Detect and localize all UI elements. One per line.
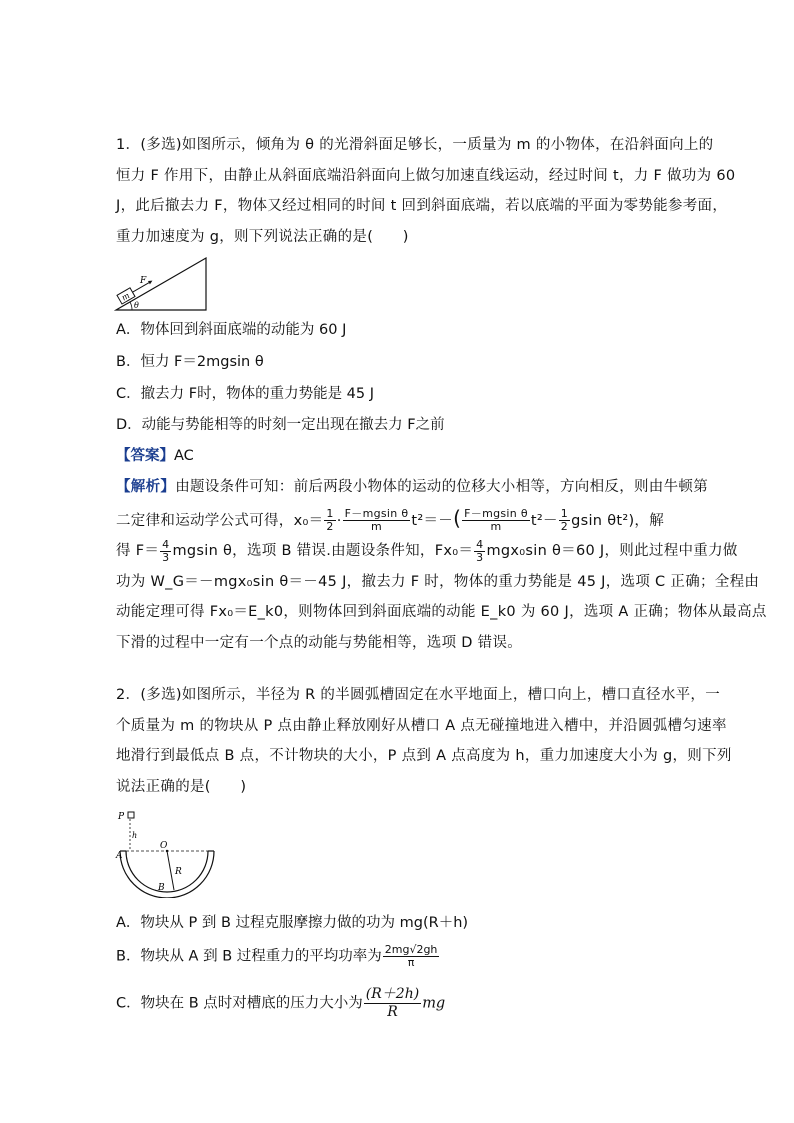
question-1-stem bbox=[116, 130, 736, 252]
fraction-normal-force: $\frac{(R+2h)}{R}$ bbox=[365, 986, 420, 1020]
q1-fig-angle: θ bbox=[134, 301, 139, 310]
q1-fig-force: F bbox=[140, 276, 147, 286]
q1-option-c: C．撤去力 F时，物体的重力势能是 45 J bbox=[116, 386, 375, 402]
q2-line-4: 说法正确的是( ) bbox=[116, 778, 247, 795]
answer-value: AC bbox=[174, 448, 194, 464]
analysis-line-6: 下滑的过程中一定有一个点的动能与势能相等，选项 D 错误。 bbox=[116, 634, 523, 651]
q2-fig-a: A bbox=[116, 851, 123, 861]
q1-line-2: 恒力 F 作用下，由静止从斜面底端沿斜面向上做匀加速直线运动，经过时间 t，力 F 做功为 60 bbox=[116, 167, 736, 184]
fraction-accel-1: $\frac{\text{F－mgsin θ}}{m}$ bbox=[344, 507, 409, 533]
q1-line-3: J，此后撤去力 F，物体又经过相同的时间 t 回到斜面底端，若以底端的平面为零势能参考面， bbox=[116, 198, 728, 214]
q2-option-c: C．物块在 B 点时对槽底的压力大小为 $\frac{(R+2h)}{R}$ mg bbox=[116, 986, 446, 1020]
question-2-stem bbox=[116, 680, 732, 802]
q1-analysis bbox=[116, 472, 767, 658]
q2-option-b: B．物块从 A 到 B 过程重力的平均功率为 $\frac{2mg√2gh}{\pi}$ bbox=[116, 943, 438, 969]
analysis-line-3: 得 F＝ $\frac{4}{3}$ mgsin θ，选项 B 错误.由题设条件知，Fx₀＝ $\frac{4}{3}$ mgx₀sin θ＝60 J，则此过程中重力做 bbox=[116, 537, 738, 564]
answer-tag: 【答案】 bbox=[116, 448, 174, 464]
q1-line-4: 重力加速度为 g，则下列说法正确的是( ) bbox=[116, 228, 409, 245]
analysis-line-1: 由题设条件可知：前后两段小物体的运动的位移大小相等，方向相反，则由牛顿第 bbox=[175, 479, 708, 495]
q1-incline-figure bbox=[114, 256, 210, 314]
q2-line-2: 个质量为 m 的物块从 P 点由静止释放刚好从槽口 A 点无碰撞地进入槽中，并沿圆弧槽匀速率 bbox=[116, 717, 727, 734]
q1-option-a: A．物体回到斜面底端的动能为 60 J bbox=[116, 322, 347, 338]
q2-fig-p: P bbox=[118, 812, 125, 822]
q1-answer bbox=[116, 444, 194, 468]
analysis-line-4: 功为 W_G＝－mgx₀sin θ＝－45 J，撤去力 F 时，物体的重力势能是 45 J，选项 C 正确；全程由 bbox=[116, 573, 760, 590]
fraction-four-thirds-2: $\frac{4}{3}$ bbox=[476, 537, 484, 564]
q2-fig-o: O bbox=[160, 841, 168, 851]
analysis-line-5: 动能定理可得 Fx₀＝E_k0，则物体回到斜面底端的动能 E_k0 为 60 J，选项 A 正确；物体从最高点 bbox=[116, 604, 767, 620]
q1-option-b: B．恒力 F＝2mgsin θ bbox=[116, 354, 264, 370]
analysis-tag: 【解析】 bbox=[116, 479, 176, 495]
q2-fig-h: h bbox=[132, 831, 138, 840]
q2-line-1: 2．(多选)如图所示，半径为 R 的半圆弧槽固定在水平地面上，槽口向上，槽口直径水平，一 bbox=[116, 687, 721, 703]
fraction-avg-power: $\frac{2mg√2gh}{\pi}$ bbox=[384, 943, 438, 969]
q2-fig-b: B bbox=[158, 883, 165, 893]
q2-line-3: 地滑行到最低点 B 点，不计物块的大小，P 点到 A 点高度为 h，重力加速度大小为 g，则下列 bbox=[116, 748, 732, 764]
fraction-half: $\frac{1}{2}$ bbox=[326, 507, 334, 533]
q2-semicircle-figure bbox=[112, 808, 220, 898]
q1-option-d: D．动能与势能相等的时刻一定出现在撤去力 F之前 bbox=[116, 417, 445, 433]
analysis-line-2: 二定律和运动学公式可得，x₀＝ $\frac{1}{2}$ · $\frac{\text{F－mgsin θ}}{m}$ t²＝－( $\frac{\text{F－mgsin θ}}{m}$ t²－ $\frac{1}{2}$ gsin θt²)，解 bbox=[116, 505, 665, 533]
q2-fig-r: R bbox=[175, 867, 182, 877]
q1-line-1: 1．(多选)如图所示，倾角为 θ 的光滑斜面足够长，一质量为 m 的小物体，在沿斜面向上的 bbox=[116, 137, 714, 153]
fraction-accel-2: $\frac{\text{F－mgsin θ}}{m}$ bbox=[464, 507, 528, 533]
q1-fig-mass: m bbox=[120, 290, 132, 303]
fraction-four-thirds: $\frac{4}{3}$ bbox=[162, 537, 170, 564]
fraction-half-2: $\frac{1}{2}$ bbox=[560, 507, 569, 533]
q2-option-a: A．物块从 P 到 B 过程克服摩擦力做的功为 mg(R＋h) bbox=[116, 915, 469, 931]
